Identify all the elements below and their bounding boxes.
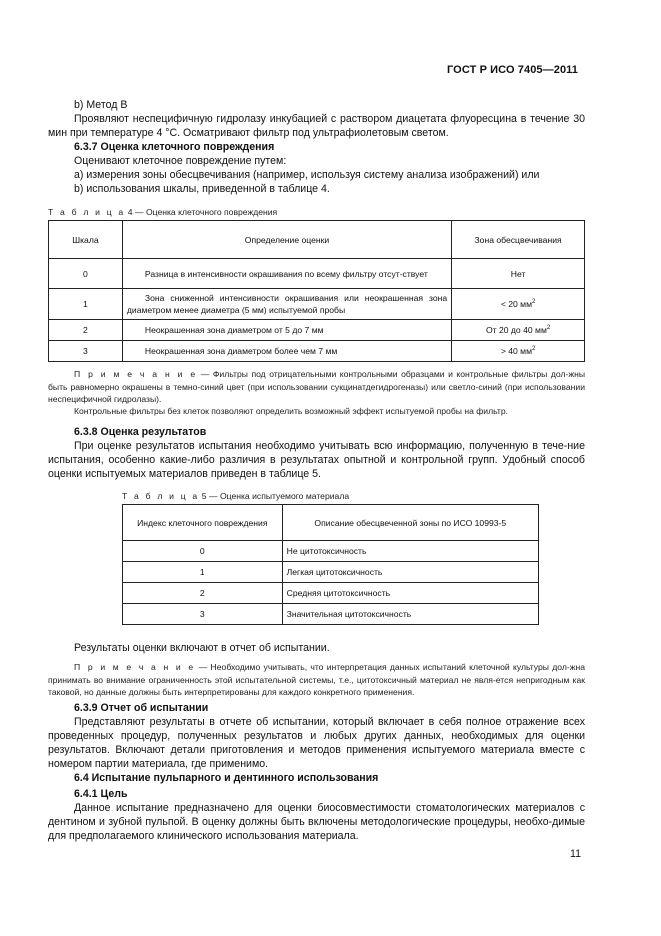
table-4-cell-definition: Неокрашенная зона диаметром от 5 до 7 мм	[122, 320, 451, 341]
table-4	[48, 220, 585, 362]
section-6-3-9-text: Представляют результаты в отчете об испытании, который включает в себя полное отражение всех проведенных процедур, полученных результатов и любых других данных, необходимых для оценки результатов. Включают детали приготовления и методов применения испытуемого материала вместе с номером партии материала, где применимо.	[48, 716, 585, 770]
section-6-3-7-item-a: а) измерения зоны обесцвечивания (например, используя систему анализа изображений) или	[74, 169, 540, 181]
table-5-cell-index: 3	[123, 604, 283, 625]
table-5-header-description: Описание обесцвеченной зоны по ИСО 10993-5	[282, 505, 538, 541]
note-1	[48, 368, 585, 406]
table-5-cell-description: Значительная цитотоксичность	[282, 604, 538, 625]
table-5	[122, 504, 539, 625]
note-1-text: — Фильтры под отрицательными контрольными образцами и контрольные фильтры дол-жны быть равномерно окрашены в темно-синий цвет (при использовании сукцинатдегидрогеназы) или светло-синий (при использовании неспецифичной гидролазы).	[48, 369, 585, 405]
section-6-3-8-heading: 6.3.8 Оценка результатов	[74, 426, 207, 438]
table-4-cell-definition: Зона сниженной интенсивности окрашивания или неокрашенная зона диаметром менее диаметра (5 мм) испытуемой пробы	[122, 289, 451, 320]
table-4-header-scale: Шкала	[49, 221, 123, 259]
note-1-text-2: Контрольные фильтры без клеток позволяют определить возможный эффект испытуемой пробы на фильтр.	[74, 406, 509, 416]
table-5-cell-index: 1	[123, 562, 283, 583]
table-5-cell-description: Средняя цитотоксичность	[282, 583, 538, 604]
section-6-3-7-item-b: b) использования шкалы, приведенной в таблице 4.	[74, 183, 330, 195]
table-4-cell-zone: > 40 $мм^2$	[452, 341, 585, 362]
table-4-header-row	[49, 221, 585, 259]
results-line: Результаты оценки включают в отчет об испытании.	[74, 642, 330, 654]
table-4-cell-scale: 0	[49, 259, 123, 289]
table-4-caption-title: 4 — Оценка клеточного повреждения	[127, 207, 278, 217]
note-2-text: — Необходимо учитывать, что интерпретация данных испытаний клеточной культуры дол-жна принимать во внимание ограниченность этой испытательной системы, т.е., цитотоксичный материал не явля-ется непригодным как таковой, но данные должны быть интерпретированы для каждого конкретного применения.	[48, 662, 585, 698]
method-b-text: Проявляют неспецифичную гидролазу инкубацией с раствором диацетата флуоресцина в течение 30 мин при температуре 4 °С. Осматривают фильтр под ультрафиолетовым светом.	[48, 113, 585, 139]
table-5-cell-index: 2	[123, 583, 283, 604]
table-row	[49, 289, 585, 320]
section-6-3-7-intro: Оценивают клеточное повреждение путем:	[74, 155, 287, 167]
table-5-cell-index: 0	[123, 541, 283, 562]
table-row	[49, 341, 585, 362]
table-4-cell-definition: Разница в интенсивности окрашивания по всему фильтру отсут-ствует	[122, 259, 451, 289]
table-4-cell-zone: Нет	[452, 259, 585, 289]
table-row	[123, 562, 539, 583]
table-4-caption-label: Т а б л и ц а	[48, 207, 126, 217]
table-4-cell-definition: Неокрашенная зона диаметром более чем 7 мм	[122, 341, 451, 362]
table-5-cell-description: Легкая цитотоксичность	[282, 562, 538, 583]
table-4-cell-zone: От 20 до 40 $мм^2$	[452, 320, 585, 341]
table-5-header-index: Индекс клеточного повреждения	[123, 505, 283, 541]
table-4-cell-zone: < 20 $мм^2$	[452, 289, 585, 320]
note-1-label: П р и м е ч а н и е	[74, 369, 198, 379]
table-row	[49, 259, 585, 289]
section-6-3-8-text: При оценке результатов испытания необходимо учитывать всю информацию, полученную в тече-ние испытания, особенно какие-либо различия в результатах опытной и контрольной групп. Удобный способ оценки испытуемых материалов приведен в таблице 5.	[48, 440, 585, 480]
table-row	[123, 604, 539, 625]
table-row	[123, 583, 539, 604]
table-5-caption-title: 5 — Оценка испытуемого материала	[201, 491, 350, 501]
table-4-cell-scale: 1	[49, 289, 123, 320]
table-row	[123, 541, 539, 562]
table-4-header-definition: Определение оценки	[122, 221, 451, 259]
table-4-cell-scale: 3	[49, 341, 123, 362]
page-number: 11	[570, 848, 581, 860]
section-6-3-7-heading: 6.3.7 Оценка клеточного повреждения	[74, 141, 275, 153]
section-6-4-heading: 6.4 Испытание пульпарного и дентинного использования	[74, 772, 379, 784]
table-5-caption-label: Т а б л и ц а	[122, 491, 200, 501]
section-6-4-1-heading: 6.4.1 Цель	[74, 788, 128, 800]
note-2-label: П р и м е ч а н и е	[74, 662, 196, 672]
table-4-cell-scale: 2	[49, 320, 123, 341]
table-5-header-row	[123, 505, 539, 541]
section-6-3-9-heading: 6.3.9 Отчет об испытании	[74, 702, 209, 714]
section-6-4-1-text: Данное испытание предназначено для оценки биосовместимости стоматологических материалов с дентином и зубной пульпой. В оценку должны быть включены методологические процедуры, необхо-димые для предполагаемого клинического использования материала.	[48, 802, 585, 842]
table-4-header-zone: Зона обесцвечивания	[452, 221, 585, 259]
document-header: ГОСТ Р ИСО 7405—2011	[446, 64, 578, 76]
note-2	[48, 661, 585, 699]
method-b-label: b) Метод B	[74, 99, 128, 111]
table-5-caption	[122, 490, 542, 503]
table-4-caption	[48, 206, 585, 219]
table-row	[49, 320, 585, 341]
table-5-cell-description: Не цитотоксичность	[282, 541, 538, 562]
